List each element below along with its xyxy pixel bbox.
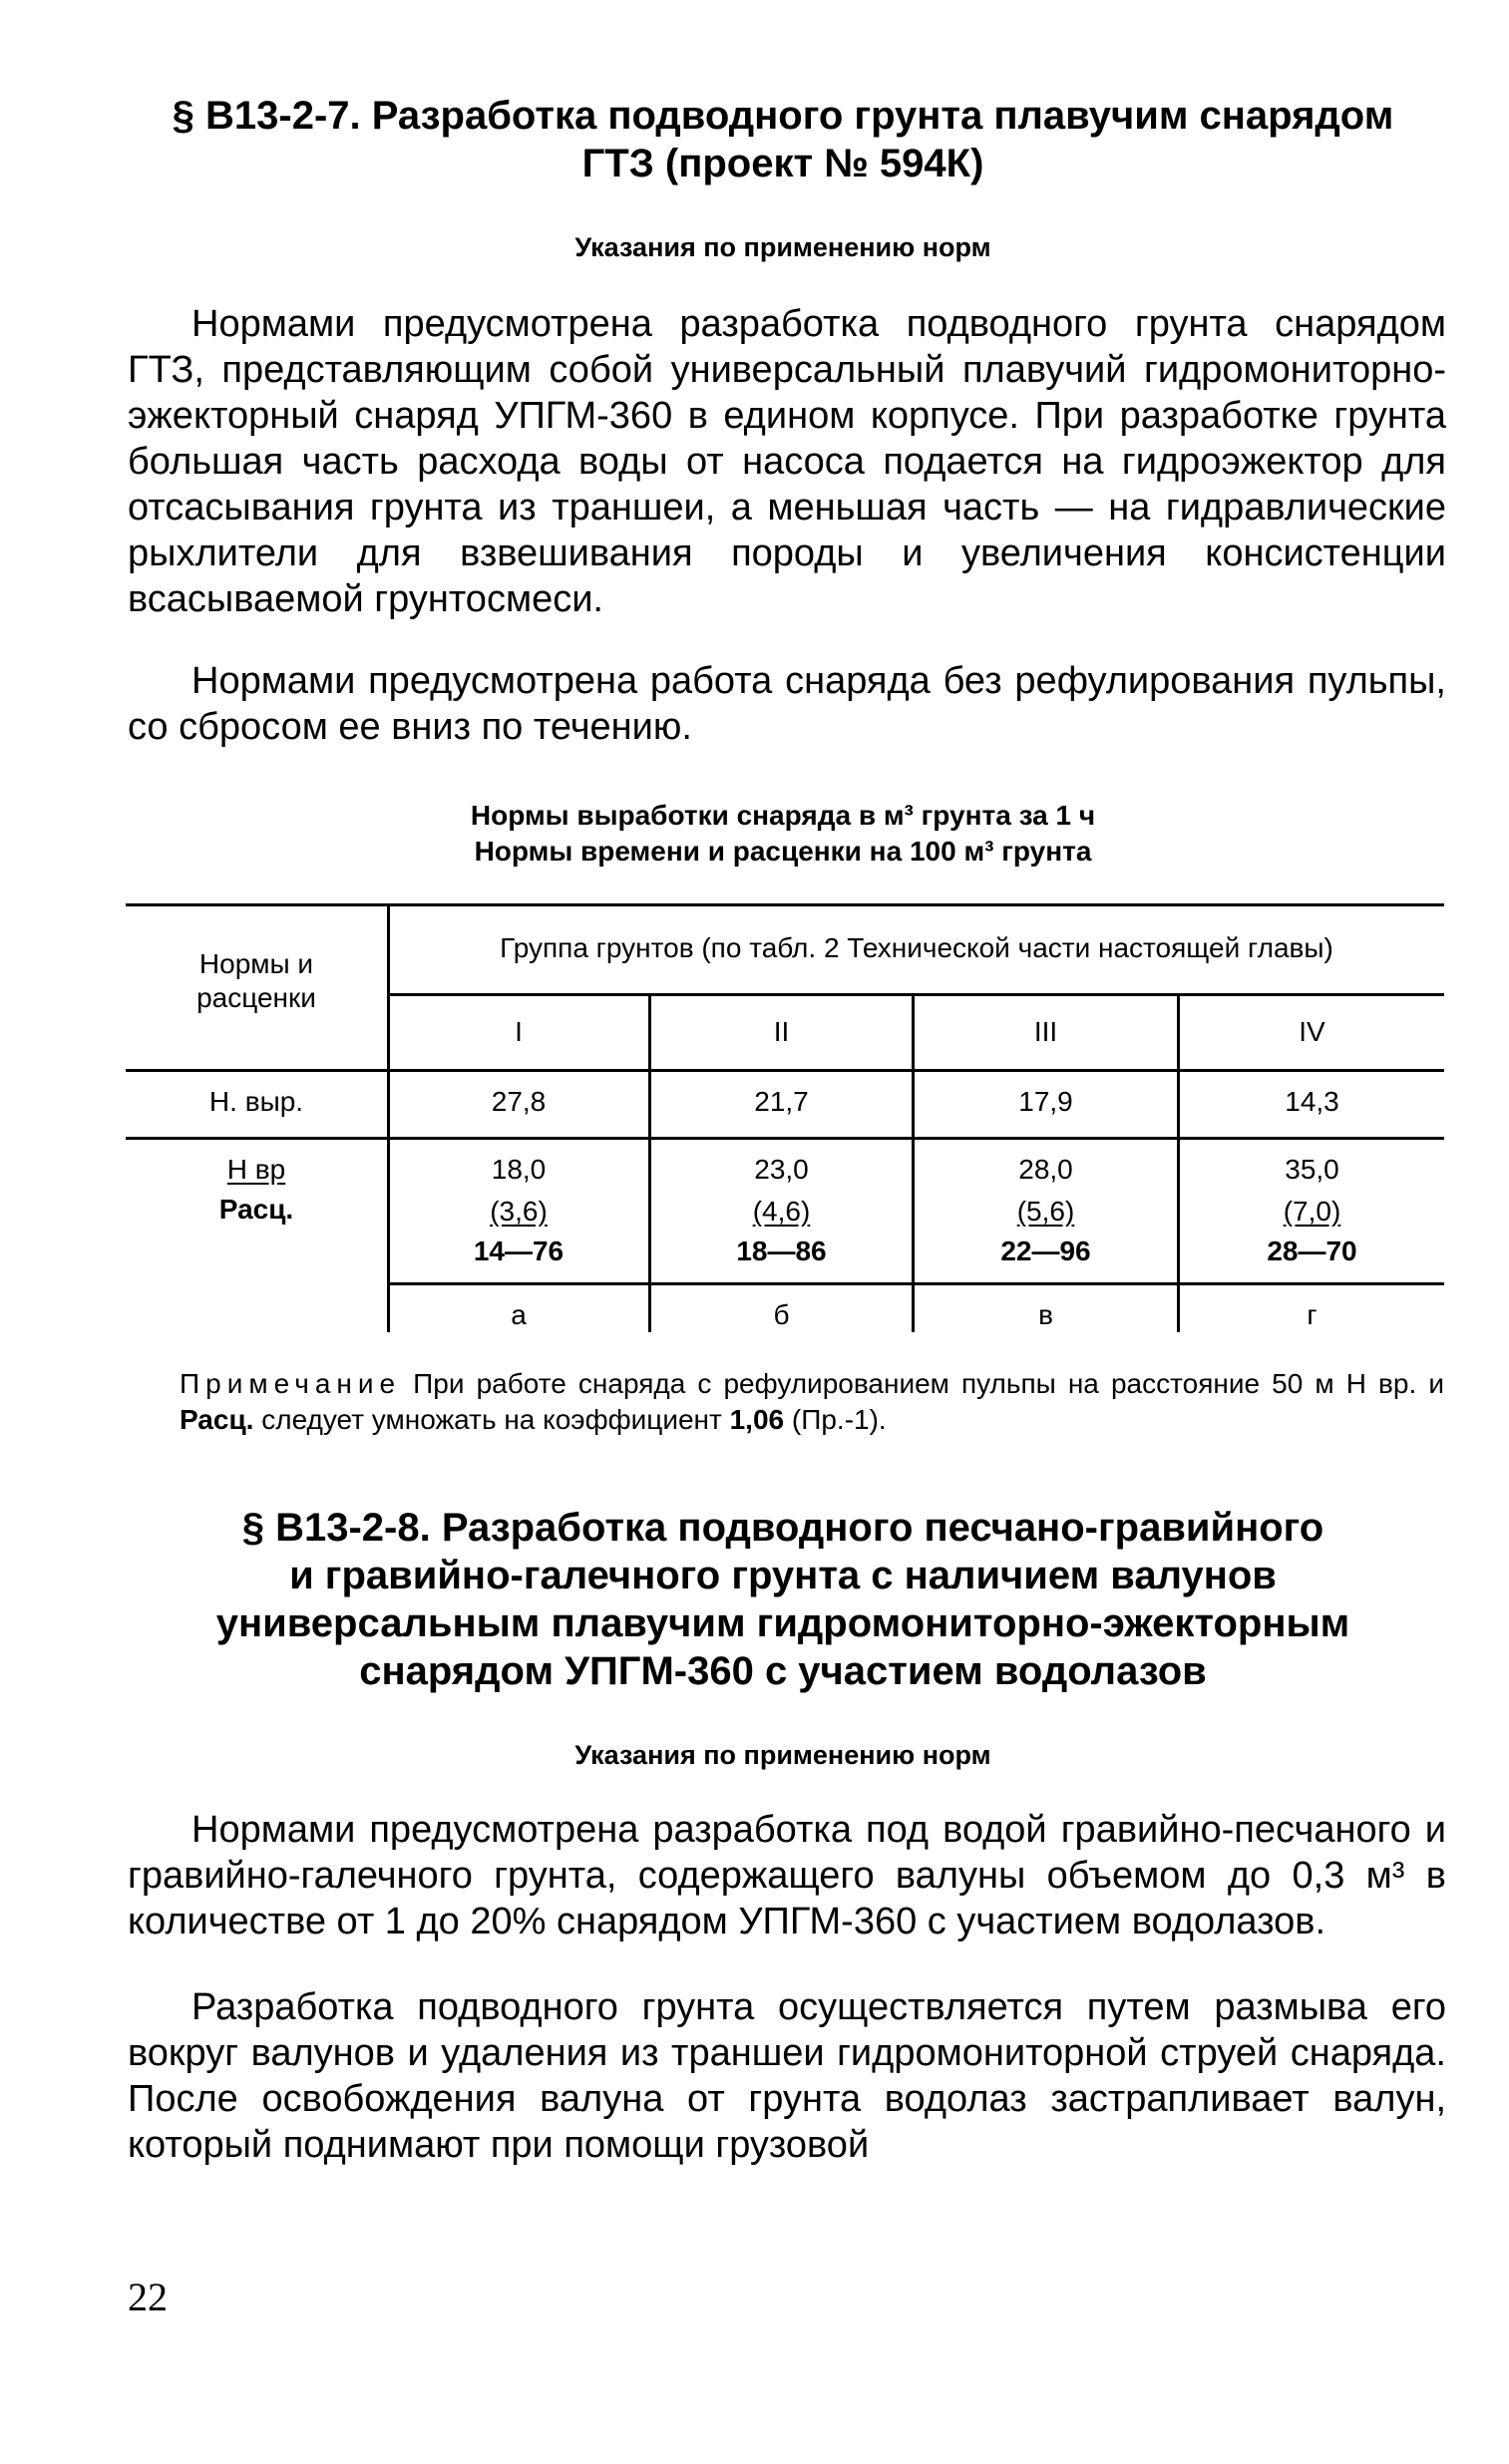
section-title-b13-2-8-line4: снарядом УПГМ-360 с участием водолазов — [359, 1649, 1207, 1693]
cell-n-vr-i: 18,0 — [491, 1154, 547, 1185]
norms-table — [126, 903, 1444, 1332]
cell-paren-iv-text: (7,0) — [1283, 1196, 1341, 1227]
section-title-b13-2-8-line1: § В13-2-8. Разработка подводного песчано-гравийного — [241, 1506, 1324, 1550]
cell-paren-iv — [1180, 1195, 1444, 1229]
row-header-label-line1: Нормы и — [198, 948, 314, 979]
cell-paren-i — [389, 1195, 648, 1229]
cell-rasc-iii: 22—96 — [1000, 1235, 1091, 1266]
paragraph-4: Разработка подводного грунта осуществляется путем размыва его вокруг валунов и удаления из траншеи гидромониторной струей снаряда. После освобождения валуна от грунта водолаз застрапливает валун, который поднимают при помощи грузовой — [128, 1986, 1446, 2166]
section-title-b13-2-8-line2: и гравийно-галечного грунта с наличием валунов — [289, 1554, 1277, 1597]
table-group-rule — [389, 993, 1444, 996]
column-header-i: I — [515, 1016, 523, 1047]
table-row-rule — [126, 1137, 1444, 1140]
group-header: Группа грунтов (по табл. 2 Технической части настоящей главы) — [500, 932, 1333, 963]
table-note — [180, 1366, 1444, 1438]
cell-n-vr-ii: 23,0 — [754, 1154, 809, 1185]
cell-paren-ii — [651, 1195, 912, 1229]
row-label-n-vr — [126, 1153, 387, 1187]
cell-rasc-ii: 18—86 — [736, 1235, 827, 1266]
row-label-rasc: Расц. — [218, 1194, 294, 1225]
subheading-application: Указания по применению норм — [574, 232, 991, 262]
table-caption-line2: Нормы времени и расценки на 100 м³ грунта — [474, 836, 1092, 867]
note-coefficient: 1,06 — [729, 1404, 785, 1435]
cell-n-vyr-iii: 17,9 — [1018, 1086, 1073, 1117]
subheading-application-2: Указания по применению норм — [574, 1740, 991, 1770]
note-text-3: (Пр.-1). — [784, 1404, 887, 1435]
cell-n-vr-iv: 35,0 — [1285, 1154, 1339, 1185]
table-caption-line1: Нормы выработки снаряда в м³ грунта за 1 ч — [470, 800, 1096, 831]
column-header-iv: IV — [1299, 1016, 1325, 1047]
cell-n-vyr-i: 27,8 — [491, 1086, 547, 1117]
column-header-iii: III — [1033, 1016, 1058, 1047]
section-title-b13-2-7-line1: § В13-2-7. Разработка подводного грунта плавучим снарядом — [172, 94, 1394, 138]
cell-index-v: в — [1038, 1299, 1053, 1330]
row-label-n-vr-text: Н вр — [226, 1154, 286, 1185]
cell-paren-ii-text: (4,6) — [752, 1196, 811, 1227]
note-text-2: следует умножать на коэффициент — [253, 1404, 730, 1435]
row-label-n-vyr: Н. выр. — [208, 1086, 304, 1117]
table-header-rule — [126, 1069, 1444, 1072]
column-header-ii: II — [773, 1016, 790, 1047]
section-title-b13-2-7-line2: ГТЗ (проект № 594К) — [581, 142, 984, 185]
table-index-rule — [389, 1282, 1444, 1285]
paragraph-1: Нормами предусмотрена разработка подводного грунта снарядом ГТЗ, представляющим собой универсальный плавучий гидромониторно-эжекторный снаряд УПГМ-360 в едином корпусе. При разработке грунта большая часть расхода воды от насоса подается на гидроэжектор для отсасывания грунта из траншеи, а меньшая часть — на гидравлические рыхлители для взвешивания породы и увеличения консистенции всасываемой грунтосмеси. — [128, 303, 1446, 620]
paragraph-3: Нормами предусмотрена разработка под водой гравийно-песчаного и гравийно-галечного грунта, содержащего валуны объемом до 0,3 м³ в количестве от 1 до 20% снарядом УПГМ-360 с участием водолазов. — [128, 1809, 1446, 1942]
cell-paren-i-text: (3,6) — [490, 1196, 548, 1227]
cell-paren-iii — [915, 1195, 1177, 1229]
cell-n-vr-iii: 28,0 — [1018, 1154, 1073, 1185]
page-number: 22 — [128, 2275, 168, 2319]
cell-n-vyr-ii: 21,7 — [754, 1086, 809, 1117]
cell-rasc-i: 14—76 — [473, 1235, 565, 1266]
note-text-1: При работе снаряда с рефулированием пульпы на расстояние 50 м Н вр. и — [401, 1368, 1444, 1399]
row-header-label-line2: расценки — [196, 982, 316, 1013]
cell-n-vyr-iv: 14,3 — [1285, 1086, 1339, 1117]
note-label: Примечание — [180, 1368, 402, 1399]
cell-rasc-iv: 28—70 — [1267, 1235, 1357, 1266]
table-top-rule — [126, 903, 1444, 906]
note-text-bold: Расц. — [180, 1404, 254, 1435]
cell-index-b: б — [773, 1299, 790, 1330]
paragraph-2: Нормами предусмотрена работа снаряда без рефулирования пульпы, со сбросом ее вниз по течению. — [128, 660, 1446, 748]
cell-index-g: г — [1307, 1299, 1318, 1330]
section-title-b13-2-8-line3: универсальным плавучим гидромониторно-эжекторным — [215, 1601, 1350, 1645]
cell-index-a: а — [511, 1299, 527, 1330]
cell-paren-iii-text: (5,6) — [1016, 1196, 1075, 1227]
